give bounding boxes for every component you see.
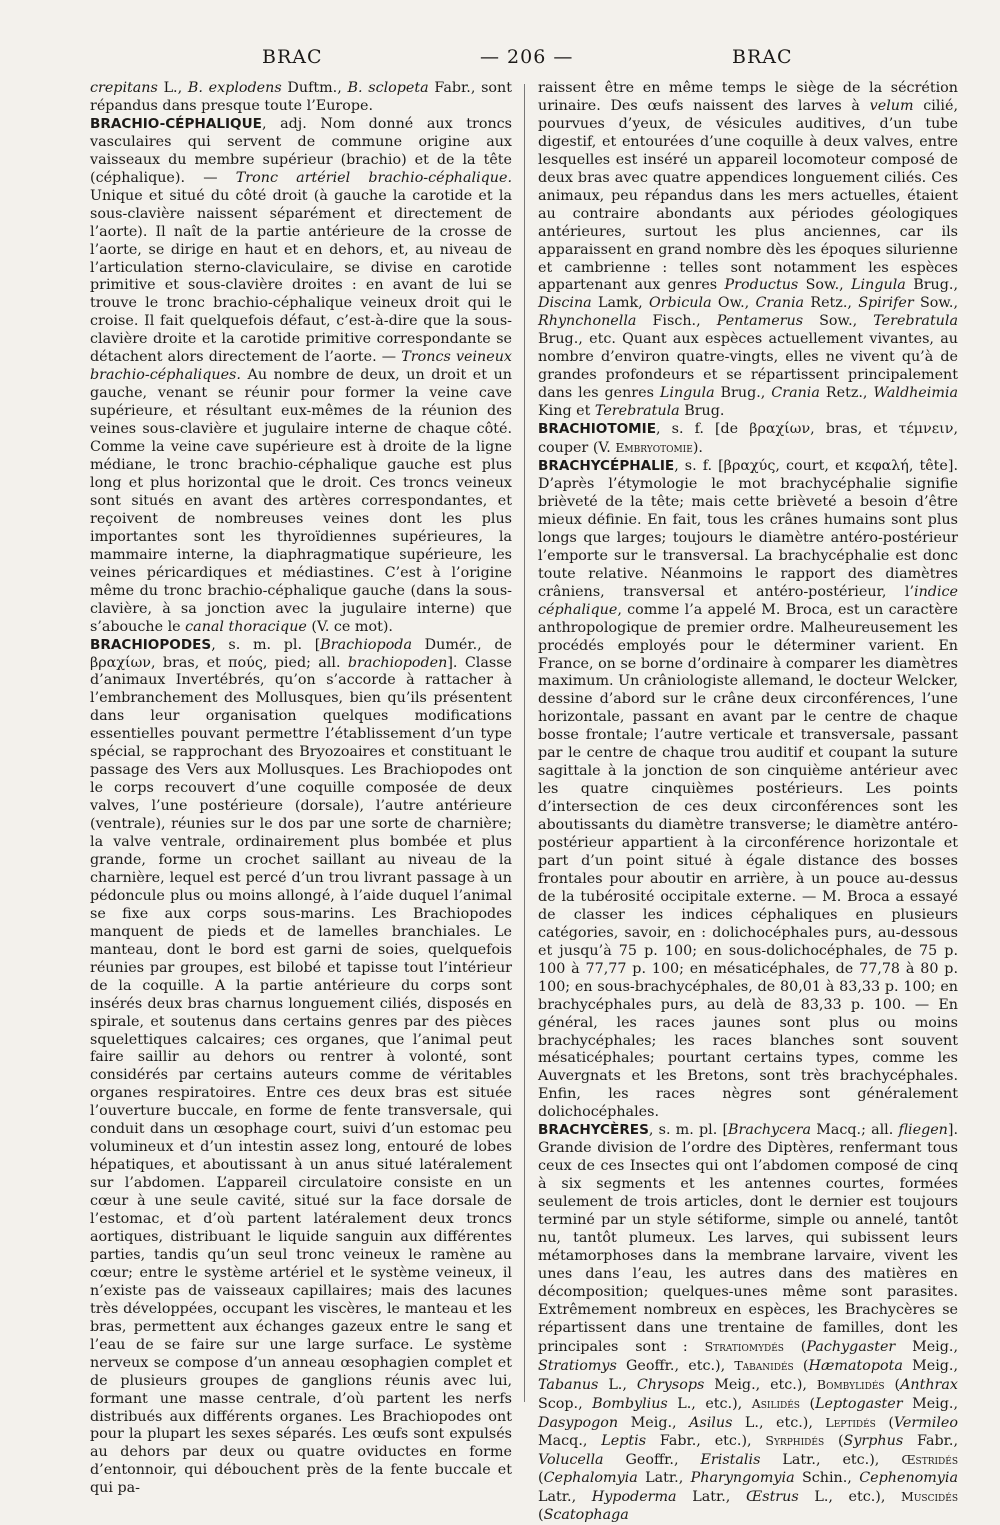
- page-number: — 206 —: [480, 46, 574, 68]
- entry-paragraph: BRACHYCÈRES, s. m. pl. [Brachycera Macq.; all. fliegen]. Grande division de l’ordre des Diptères, renfermant tous ceux de ces Insectes qui ont l’abdomen composé de cinq à six segments et les antennes courtes, formées seulement de trois articles, dont le dernier est toujours terminé par un style sétiforme, simple ou annelé, tantôt nu, tantôt plumeux. Les larves, qui subissent leurs métamorphoses dans la membrane larvaire, vivent les unes dans l’eau, les autres dans des matières en décomposition; quelques-unes même sont parasites. Extrêmement nombreux en espèces, les Brachycères se répartissent dans une trentaine de familles, dont les principales sont : Stratiomydés (Pachygaster Meig., Stratiomys Geoffr., etc.), Tabanidés (Hæmatopota Meig., Tabanus L., Chrysops Meig., etc.), Bombylidés (Anthrax Scop., Bombylius L., etc.), Asilidés (Leptogaster Meig., Dasypogon Meig., Asilus L., etc.), Leptidés (Vermileo Macq., Leptis Fabr., etc.), Syrphidés (Syrphus Fabr., Volucella Geoffr., Eristalis Latr., etc.), Œstridés (Cephalomyia Latr., Pharyngomyia Schin., Cephenomyia Latr., Hypoderma Latr., Œstrus L., etc.), Muscidés (Scatophaga: [538, 1122, 959, 1524]
- entry-paragraph: BRACHIO-CÉPHALIQUE, adj. Nom donné aux troncs vasculaires qui servent de commune origine aux vaisseaux du membre supérieur (brachio) et de la tête (céphalique). — Tronc artériel brachio-céphalique. Unique et situé du côté droit (à gauche la carotide et la sous-clavière naissent séparément et directement de l’aorte). Il naît de la partie antérieure de la crosse de l’aorte, se dirige en haut et en dehors, et, au niveau de l’articulation sterno-claviculaire, se divise en carotide primitive et sous-clavière droites : en avant de lui se trouve le tronc brachio-céphalique veineux droit qui le croise. Il fait quelquefois défaut, c’est-à-dire que la sous-clavière droite et la carotide primitive correspondante se détachent alors directement de l’aorte. — Troncs veineux brachio-céphaliques. Au nombre de deux, un droit et un gauche, venant se réunir pour former la veine cave supérieure, et résultant eux-mêmes de la réunion des veines sous-clavière et jugulaire interne de chaque côté. Comme la veine cave supérieure est à droite de la ligne médiane, le tronc brachio-céphalique gauche est plus long et plus horizontal que le droit. Ces troncs veineux sont situés en avant des artères correspondantes, et reçoivent de nombreuses veines dont les plus importantes sont les thyroïdiennes supérieures, la mammaire interne, la diaphragmatique supérieure, les veines péricardiques et médiastines. C’est à l’origine même du tronc brachio-céphalique gauche (dans la sous-clavière, à sa jonction avec la jugulaire interne) que s’abouche le canal thoracique (V. ce mot).: [90, 115, 513, 635]
- header-right-running-title: BRAC: [732, 46, 793, 68]
- page-header: [0, 46, 1000, 76]
- left-column: [90, 80, 512, 1498]
- entry-paragraph: crepitans L., B. explodens Duftm., B. sclopeta Fabr., sont répandus dans presque toute l’Europe.: [90, 80, 512, 114]
- entry-paragraph: BRACHIOPODES, s. m. pl. [Brachiopoda Dumér., de βραχίων, bras, et πούς, pied; all. brachiopoden]. Classe d’animaux Invertébrés, qu’on s’accorde à rattacher à l’embranchement des Mollusques, bien qu’ils présentent dans leur organisation quelques modifications essentielles pouvant permettre l’établissement d’un type spécial, se rapprochant des Bryozoaires et constituant le passage des Vers aux Mollusques. Les Brachiopodes ont le corps recouvert d’une coquille composée de deux valves, l’une postérieure (dorsale), l’autre antérieure (ventrale), réunies sur le dos par une sorte de charnière; la valve ventrale, ordinairement plus bombée et plus grande, forme un crochet saillant au niveau de la charnière, lequel est percé d’un trou livrant passage à un pédoncule plus ou moins allongé, à l’aide duquel l’animal se fixe aux corps sous-marins. Les Brachiopodes manquent de pieds et de lamelles branchiales. Le manteau, dont le bord est garni de soies, quelquefois réunies par groupes, est bilobé et tapisse tout l’intérieur de la coquille. A la partie antérieure du corps sont insérés deux bras charnus longuement ciliés, disposés en spirale, et soutenus dans certains genres par des pièces squelettiques calcaires; ces organes, que l’animal peut faire saillir au dehors ou rentrer à volonté, sont considérés par certains auteurs comme de véritables organes respiratoires. Entre ces deux bras est située l’ouverture buccale, en forme de fente transversale, qui conduit dans un œsophage court, suivi d’un estomac peu volumineux et d’un intestin assez long, entouré de lobes hépatiques, et aboutissant à un anus situé latéralement sur l’abdomen. L’appareil circulatoire consiste en un cœur à une seule cavité, situé sur la face dorsale de l’estomac, et d’où partent latéralement deux troncs aortiques, distribuant le liquide sanguin aux différentes parties, tandis qu’un seul tronc veineux le ramène au cœur; entre le système artériel et le système veineux, il n’existe pas de vaisseaux capillaires; mais des lacunes très développées, occupant les viscères, le manteau et les bras, permettent aux échanges gazeux entre le sang et l’eau de se faire sur une large surface. Le système nerveux se compose d’un anneau œsophagien complet et de plusieurs groupes de ganglions réunis avec lui, formant une masse centrale, d’où partent les nerfs distribués aux différents organes. Les Brachiopodes ont pour la plupart les sexes séparés. Les œufs sont expulsés au dehors par deux ou quatre oviductes en forme d’entonnoir, qui débouchent près de la fente buccale et qui pa-: [90, 636, 512, 1497]
- right-column: [538, 80, 958, 1525]
- header-left-running-title: BRAC: [262, 46, 323, 68]
- column-divider: [524, 84, 525, 1402]
- entry-paragraph: raissent être en même temps le siège de la sécrétion urinaire. Des œufs naissent des larves à velum cilié, pourvues d’yeux, de vésicules auditives, d’un tube digestif, et entourées d’une coquille à deux valves, entre lesquelles est inséré un appareil locomoteur composé de deux bras avec quatre appendices longuement ciliés. Ces animaux, peu répandus dans les mers actuelles, étaient au contraire abondants aux périodes géologiques antérieures, surtout les plus anciennes, car ils apparaissent en grand nombre dès les époques silurienne et cambrienne : telles sont notamment les espèces appartenant aux genres Productus Sow., Lingula Brug., Discina Lamk, Orbicula Ow., Crania Retz., Spirifer Sow., Rhynchonella Fisch., Pentamerus Sow., Terebratula Brug., etc. Quant aux espèces actuellement vivantes, au nombre d’environ quatre-vingts, elles ne vivent qu’à de grandes profondeurs et se répartissent principalement dans les genres Lingula Brug., Crania Retz., Waldheimia King et Terebratula Brug.: [538, 80, 959, 420]
- entry-paragraph: BRACHIOTOMIE, s. f. [de βραχίων, bras, et τέμνειν, couper (V. Embryotomie).: [538, 421, 958, 457]
- entry-paragraph: BRACHYCÉPHALIE, s. f. [βραχύς, court, et κεφαλή, tête]. D’après l’étymologie le mot brachycéphalie signifie brièveté de la tête; mais cette brièveté a besoin d’être mieux définie. En fait, tous les crânes humains sont plus longs que larges; toujours le diamètre antéro-postérieur l’emporte sur le transversal. La brachycéphalie est donc toute relative. Néanmoins le rapport des diamètres crâniens, transversal et antéro-postérieur, l’indice céphalique, comme l’a appelé M. Broca, est un caractère anthropologique de premier ordre. Malheureusement les procédés employés pour le déterminer varient. En France, on se borne d’ordinaire à comparer les diamètres maximum. Un crâniologiste allemand, le docteur Welcker, dessine d’abord sur le crâne deux circonférences, l’une horizontale, passant en avant par le centre de chaque bosse frontale; l’autre verticale et transversale, passant par le centre de chaque trou auditif et coupant la suture sagittale à la jonction de son cinquième antérieur avec les quatre cinquièmes postérieurs. Les points d’intersection de ces deux circonférences sont les aboutissants du diamètre transverse; le diamètre antéro-postérieur appartient à la circonférence horizontale et part d’un point situé à égale distance des bosses frontales pour aboutir en arrière, à un pouce au-dessus de la tubérosité occipitale externe. — M. Broca a essayé de classer les indices céphaliques en plusieurs catégories, savoir, en : dolichocéphales purs, au-dessous et jusqu’à 75 p. 100; en sous-dolichocéphales, de 75 p. 100 à 77,77 p. 100; en mésaticéphales, de 77,78 à 80 p. 100; en sous-brachycéphales, de 80,01 à 83,33 p. 100; en brachycéphales purs, au delà de 83,33 p. 100. — En général, les races jaunes sont plus ou moins brachycéphales; les races blanches sont souvent mésaticéphales; pourtant certains types, comme les Auvergnats et les Bretons, sont très brachycéphales. Enfin, les races nègres sont généralement dolichocéphales.: [538, 458, 958, 1121]
